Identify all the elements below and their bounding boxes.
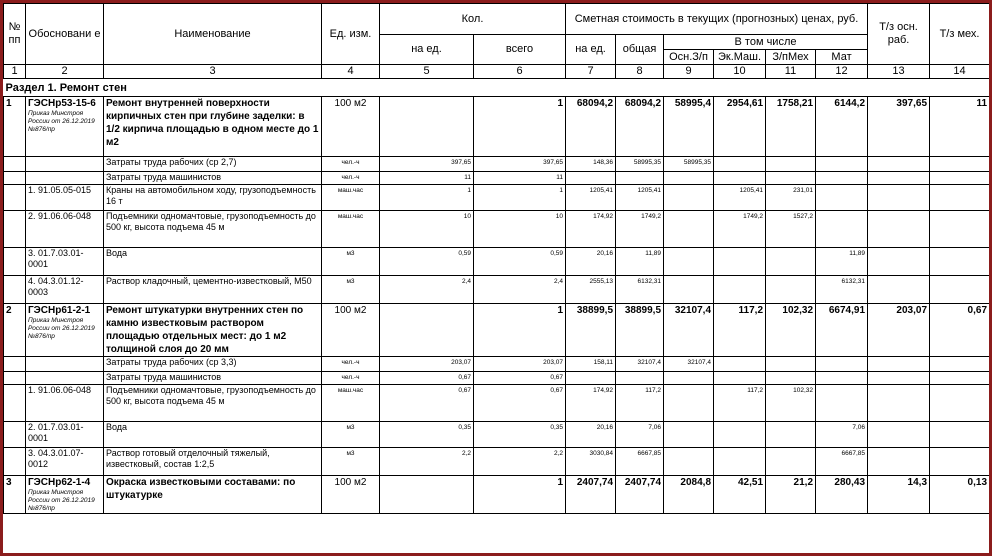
position-basis bbox=[26, 476, 104, 514]
column-number: 5 bbox=[380, 65, 474, 79]
position-name: Ремонт штукатурки внутренних стен по камню известковым раствором площадью отдельных мест: до 1 м2 толщиной слоя до 20 мм bbox=[104, 304, 322, 357]
resource-ts-meh bbox=[930, 357, 990, 372]
resource-ts-meh bbox=[930, 157, 990, 172]
resource-code: 4. 04.3.01.12-0003 bbox=[26, 276, 104, 304]
header-qty-total: всего bbox=[474, 35, 566, 65]
position-zpmeh: 1758,21 bbox=[766, 97, 816, 157]
header-cost-total: общая bbox=[616, 35, 664, 65]
resource-eks: 117,2 bbox=[714, 385, 766, 422]
resource-cost-total: 11,89 bbox=[616, 248, 664, 276]
resource-name: Вода bbox=[104, 248, 322, 276]
column-number: 8 bbox=[616, 65, 664, 79]
resource-ts-osn bbox=[868, 157, 930, 172]
resource-unit: маш.час bbox=[322, 385, 380, 422]
position-ts-osn: 397,65 bbox=[868, 97, 930, 157]
position-mat: 6674,91 bbox=[816, 304, 868, 357]
resource-mat bbox=[816, 157, 868, 172]
position-osn: 58995,4 bbox=[664, 97, 714, 157]
section-row bbox=[4, 79, 990, 97]
header-osn: Осн.З/п bbox=[664, 50, 714, 65]
position-qty-per bbox=[380, 304, 474, 357]
resource-code bbox=[26, 372, 104, 385]
resource-zpmeh bbox=[766, 157, 816, 172]
resource-row bbox=[4, 357, 990, 372]
resource-eks bbox=[714, 172, 766, 185]
resource-code bbox=[26, 157, 104, 172]
resource-name: Подъемники одномачтовые, грузоподъемность до 500 кг, высота подъема 45 м bbox=[104, 385, 322, 422]
resource-code bbox=[26, 172, 104, 185]
position-ts-meh: 0,13 bbox=[930, 476, 990, 514]
header-basis: Обосновани е bbox=[26, 4, 104, 65]
position-qty-total: 1 bbox=[474, 97, 566, 157]
resource-osn bbox=[664, 185, 714, 211]
resource-qty-total: 0,35 bbox=[474, 422, 566, 448]
resource-blank bbox=[4, 448, 26, 476]
header-no: № пп bbox=[4, 4, 26, 65]
resource-mat bbox=[816, 385, 868, 422]
position-row bbox=[4, 97, 990, 157]
resource-zpmeh bbox=[766, 357, 816, 372]
position-eks: 117,2 bbox=[714, 304, 766, 357]
column-number: 6 bbox=[474, 65, 566, 79]
resource-osn bbox=[664, 248, 714, 276]
resource-qty-per: 0,59 bbox=[380, 248, 474, 276]
resource-blank bbox=[4, 357, 26, 372]
resource-qty-total: 10 bbox=[474, 211, 566, 248]
resource-qty-per: 10 bbox=[380, 211, 474, 248]
resource-zpmeh bbox=[766, 172, 816, 185]
resource-cost-total bbox=[616, 372, 664, 385]
resource-ts-osn bbox=[868, 211, 930, 248]
resource-ts-osn bbox=[868, 372, 930, 385]
resource-code: 1. 91.05.05-015 bbox=[26, 185, 104, 211]
column-number: 1 bbox=[4, 65, 26, 79]
resource-row bbox=[4, 385, 990, 422]
resource-cost-total: 32107,4 bbox=[616, 357, 664, 372]
resource-cost-total: 117,2 bbox=[616, 385, 664, 422]
position-osn: 2084,8 bbox=[664, 476, 714, 514]
resource-row bbox=[4, 372, 990, 385]
position-cost-total: 38899,5 bbox=[616, 304, 664, 357]
resource-code: 2. 01.7.03.01-0001 bbox=[26, 422, 104, 448]
resource-eks bbox=[714, 248, 766, 276]
resource-eks bbox=[714, 357, 766, 372]
position-qty-total: 1 bbox=[474, 476, 566, 514]
resource-qty-per: 11 bbox=[380, 172, 474, 185]
resource-unit: чел.-ч bbox=[322, 157, 380, 172]
resource-name: Раствор кладочный, цементно-известковый, М50 bbox=[104, 276, 322, 304]
resource-cost-per bbox=[566, 172, 616, 185]
resource-ts-osn bbox=[868, 385, 930, 422]
column-number: 4 bbox=[322, 65, 380, 79]
resource-row bbox=[4, 157, 990, 172]
resource-unit: м3 bbox=[322, 276, 380, 304]
resource-code: 1. 91.06.06-048 bbox=[26, 385, 104, 422]
position-cost-total: 68094,2 bbox=[616, 97, 664, 157]
resource-blank bbox=[4, 422, 26, 448]
resource-cost-per: 148,36 bbox=[566, 157, 616, 172]
resource-blank bbox=[4, 172, 26, 185]
resource-qty-total: 2,2 bbox=[474, 448, 566, 476]
column-number: 9 bbox=[664, 65, 714, 79]
resource-name: Затраты труда рабочих (ср 3,3) bbox=[104, 357, 322, 372]
resource-eks bbox=[714, 422, 766, 448]
header-name: Наименование bbox=[104, 4, 322, 65]
position-basis bbox=[26, 97, 104, 157]
position-number: 2 bbox=[4, 304, 26, 357]
resource-row bbox=[4, 211, 990, 248]
resource-code: 3. 04.3.01.07-0012 bbox=[26, 448, 104, 476]
resource-row bbox=[4, 185, 990, 211]
resource-mat bbox=[816, 372, 868, 385]
position-code: ГЭСНр62-1-4 bbox=[28, 477, 91, 488]
resource-zpmeh bbox=[766, 372, 816, 385]
resource-osn bbox=[664, 211, 714, 248]
position-ts-osn: 14,3 bbox=[868, 476, 930, 514]
resource-cost-total: 1205,41 bbox=[616, 185, 664, 211]
position-number: 3 bbox=[4, 476, 26, 514]
header-zpmeh: З/пМех bbox=[766, 50, 816, 65]
position-cost-total: 2407,74 bbox=[616, 476, 664, 514]
resource-osn: 58995,35 bbox=[664, 157, 714, 172]
resource-eks bbox=[714, 157, 766, 172]
column-numbers-row bbox=[4, 65, 990, 79]
resource-name: Краны на автомобильном ходу, грузоподъемность 16 т bbox=[104, 185, 322, 211]
resource-cost-total: 1749,2 bbox=[616, 211, 664, 248]
position-unit: 100 м2 bbox=[322, 97, 380, 157]
resource-cost-per: 174,92 bbox=[566, 211, 616, 248]
resource-name: Подъемники одномачтовые, грузоподъемность до 500 кг, высота подъема 45 м bbox=[104, 211, 322, 248]
resource-ts-meh bbox=[930, 276, 990, 304]
header-qty: Кол. bbox=[380, 4, 566, 35]
position-qty-total: 1 bbox=[474, 304, 566, 357]
position-ts-osn: 203,07 bbox=[868, 304, 930, 357]
position-name: Окраска известковыми составами: по штукатурке bbox=[104, 476, 322, 514]
resource-qty-total: 0,67 bbox=[474, 372, 566, 385]
position-qty-per bbox=[380, 476, 474, 514]
resource-cost-total: 58995,35 bbox=[616, 157, 664, 172]
header-unit: Ед. изм. bbox=[322, 4, 380, 65]
resource-qty-total: 0,67 bbox=[474, 385, 566, 422]
resource-cost-total: 6132,31 bbox=[616, 276, 664, 304]
resource-unit: чел.-ч bbox=[322, 372, 380, 385]
position-unit: 100 м2 bbox=[322, 476, 380, 514]
resource-osn bbox=[664, 276, 714, 304]
resource-eks: 1205,41 bbox=[714, 185, 766, 211]
resource-osn bbox=[664, 372, 714, 385]
resource-osn bbox=[664, 448, 714, 476]
resource-osn bbox=[664, 422, 714, 448]
position-zpmeh: 102,32 bbox=[766, 304, 816, 357]
resource-zpmeh bbox=[766, 422, 816, 448]
resource-mat bbox=[816, 185, 868, 211]
resource-name: Затраты труда машинистов bbox=[104, 372, 322, 385]
resource-cost-per: 174,92 bbox=[566, 385, 616, 422]
resource-qty-total: 0,59 bbox=[474, 248, 566, 276]
resource-mat bbox=[816, 172, 868, 185]
resource-qty-per: 0,35 bbox=[380, 422, 474, 448]
resource-cost-per bbox=[566, 372, 616, 385]
resource-code: 2. 91.06.06-048 bbox=[26, 211, 104, 248]
position-note: Приказ Минстроя России от 26.12.2019 №876/пр bbox=[28, 110, 95, 133]
column-number: 10 bbox=[714, 65, 766, 79]
position-note: Приказ Минстроя России от 26.12.2019 №876/пр bbox=[28, 489, 95, 512]
resource-blank bbox=[4, 276, 26, 304]
resource-mat: 6132,31 bbox=[816, 276, 868, 304]
resource-qty-total: 11 bbox=[474, 172, 566, 185]
header-cost-per: на ед. bbox=[566, 35, 616, 65]
resource-qty-total: 2,4 bbox=[474, 276, 566, 304]
resource-unit: чел.-ч bbox=[322, 172, 380, 185]
header-qty-per: на ед. bbox=[380, 35, 474, 65]
resource-ts-osn bbox=[868, 422, 930, 448]
resource-qty-per: 203,07 bbox=[380, 357, 474, 372]
resource-osn: 32107,4 bbox=[664, 357, 714, 372]
resource-cost-total bbox=[616, 172, 664, 185]
resource-qty-per: 397,65 bbox=[380, 157, 474, 172]
position-qty-per bbox=[380, 97, 474, 157]
header-ts-meh: Т/з мех. bbox=[930, 4, 990, 65]
resource-blank bbox=[4, 157, 26, 172]
resource-cost-per: 3030,84 bbox=[566, 448, 616, 476]
resource-name: Раствор готовый отделочный тяжелый, известковый, состав 1:2,5 bbox=[104, 448, 322, 476]
position-mat: 6144,2 bbox=[816, 97, 868, 157]
section-title: Раздел 1. Ремонт стен bbox=[4, 79, 990, 97]
resource-blank bbox=[4, 372, 26, 385]
position-eks: 2954,61 bbox=[714, 97, 766, 157]
resource-unit: маш.час bbox=[322, 211, 380, 248]
resource-unit: чел.-ч bbox=[322, 357, 380, 372]
resource-eks bbox=[714, 276, 766, 304]
position-mat: 280,43 bbox=[816, 476, 868, 514]
resource-eks: 1749,2 bbox=[714, 211, 766, 248]
resource-unit: маш.час bbox=[322, 185, 380, 211]
resource-ts-osn bbox=[868, 357, 930, 372]
resource-osn bbox=[664, 385, 714, 422]
position-note: Приказ Минстроя России от 26.12.2019 №876/пр bbox=[28, 317, 95, 340]
resource-blank bbox=[4, 385, 26, 422]
position-code: ГЭСНр53-15-6 bbox=[28, 98, 96, 109]
resource-zpmeh bbox=[766, 448, 816, 476]
position-row bbox=[4, 476, 990, 514]
resource-unit: м3 bbox=[322, 422, 380, 448]
resource-cost-per: 158,11 bbox=[566, 357, 616, 372]
resource-zpmeh: 102,32 bbox=[766, 385, 816, 422]
resource-row bbox=[4, 248, 990, 276]
column-number: 13 bbox=[868, 65, 930, 79]
position-name: Ремонт внутренней поверхности кирпичных стен при глубине заделки: в 1/2 кирпича площадью в одном месте до 1 м2 bbox=[104, 97, 322, 157]
resource-qty-total: 397,65 bbox=[474, 157, 566, 172]
resource-ts-meh bbox=[930, 448, 990, 476]
resource-eks bbox=[714, 372, 766, 385]
resource-ts-meh bbox=[930, 422, 990, 448]
resource-unit: м3 bbox=[322, 448, 380, 476]
resource-cost-per: 20,16 bbox=[566, 248, 616, 276]
resource-unit: м3 bbox=[322, 248, 380, 276]
position-zpmeh: 21,2 bbox=[766, 476, 816, 514]
resource-row bbox=[4, 422, 990, 448]
resource-qty-per: 2,4 bbox=[380, 276, 474, 304]
header-mat: Мат bbox=[816, 50, 868, 65]
resource-mat: 11,89 bbox=[816, 248, 868, 276]
resource-name: Вода bbox=[104, 422, 322, 448]
resource-cost-per: 20,16 bbox=[566, 422, 616, 448]
resource-name: Затраты труда машинистов bbox=[104, 172, 322, 185]
column-number: 11 bbox=[766, 65, 816, 79]
position-unit: 100 м2 bbox=[322, 304, 380, 357]
column-number: 2 bbox=[26, 65, 104, 79]
column-number: 3 bbox=[104, 65, 322, 79]
resource-ts-osn bbox=[868, 448, 930, 476]
position-row bbox=[4, 304, 990, 357]
position-ts-meh: 0,67 bbox=[930, 304, 990, 357]
resource-ts-osn bbox=[868, 248, 930, 276]
header-incl: В том числе bbox=[664, 35, 868, 50]
header-cost: Сметная стоимость в текущих (прогнозных) ценах, руб. bbox=[566, 4, 868, 35]
column-number: 12 bbox=[816, 65, 868, 79]
resource-zpmeh bbox=[766, 248, 816, 276]
position-cost-per: 68094,2 bbox=[566, 97, 616, 157]
resource-zpmeh: 231,01 bbox=[766, 185, 816, 211]
resource-blank bbox=[4, 185, 26, 211]
header-ts-osn: Т/з осн. раб. bbox=[868, 4, 930, 65]
resource-cost-total: 6667,85 bbox=[616, 448, 664, 476]
resource-ts-osn bbox=[868, 276, 930, 304]
resource-mat bbox=[816, 211, 868, 248]
resource-mat bbox=[816, 357, 868, 372]
resource-blank bbox=[4, 211, 26, 248]
resource-mat: 7,06 bbox=[816, 422, 868, 448]
column-number: 7 bbox=[566, 65, 616, 79]
resource-qty-per: 0,67 bbox=[380, 372, 474, 385]
resource-ts-meh bbox=[930, 211, 990, 248]
resource-mat: 6667,85 bbox=[816, 448, 868, 476]
resource-name: Затраты труда рабочих (ср 2,7) bbox=[104, 157, 322, 172]
resource-ts-meh bbox=[930, 172, 990, 185]
resource-qty-total: 203,07 bbox=[474, 357, 566, 372]
position-ts-meh: 11 bbox=[930, 97, 990, 157]
resource-cost-total: 7,06 bbox=[616, 422, 664, 448]
header-eks: Эк.Маш. bbox=[714, 50, 766, 65]
resource-zpmeh bbox=[766, 276, 816, 304]
resource-row bbox=[4, 448, 990, 476]
estimate-table bbox=[3, 3, 990, 514]
position-code: ГЭСНр61-2-1 bbox=[28, 305, 91, 316]
position-cost-per: 2407,74 bbox=[566, 476, 616, 514]
position-osn: 32107,4 bbox=[664, 304, 714, 357]
resource-ts-meh bbox=[930, 385, 990, 422]
position-number: 1 bbox=[4, 97, 26, 157]
position-cost-per: 38899,5 bbox=[566, 304, 616, 357]
resource-ts-meh bbox=[930, 372, 990, 385]
resource-cost-per: 2555,13 bbox=[566, 276, 616, 304]
resource-qty-total: 1 bbox=[474, 185, 566, 211]
position-basis bbox=[26, 304, 104, 357]
resource-ts-osn bbox=[868, 172, 930, 185]
resource-eks bbox=[714, 448, 766, 476]
resource-ts-meh bbox=[930, 248, 990, 276]
resource-qty-per: 0,67 bbox=[380, 385, 474, 422]
resource-zpmeh: 1527,2 bbox=[766, 211, 816, 248]
resource-code bbox=[26, 357, 104, 372]
position-eks: 42,51 bbox=[714, 476, 766, 514]
resource-blank bbox=[4, 248, 26, 276]
column-number: 14 bbox=[930, 65, 990, 79]
resource-ts-meh bbox=[930, 185, 990, 211]
resource-row bbox=[4, 172, 990, 185]
resource-cost-per: 1205,41 bbox=[566, 185, 616, 211]
resource-qty-per: 2,2 bbox=[380, 448, 474, 476]
resource-code: 3. 01.7.03.01-0001 bbox=[26, 248, 104, 276]
resource-osn bbox=[664, 172, 714, 185]
resource-ts-osn bbox=[868, 185, 930, 211]
resource-qty-per: 1 bbox=[380, 185, 474, 211]
resource-row bbox=[4, 276, 990, 304]
